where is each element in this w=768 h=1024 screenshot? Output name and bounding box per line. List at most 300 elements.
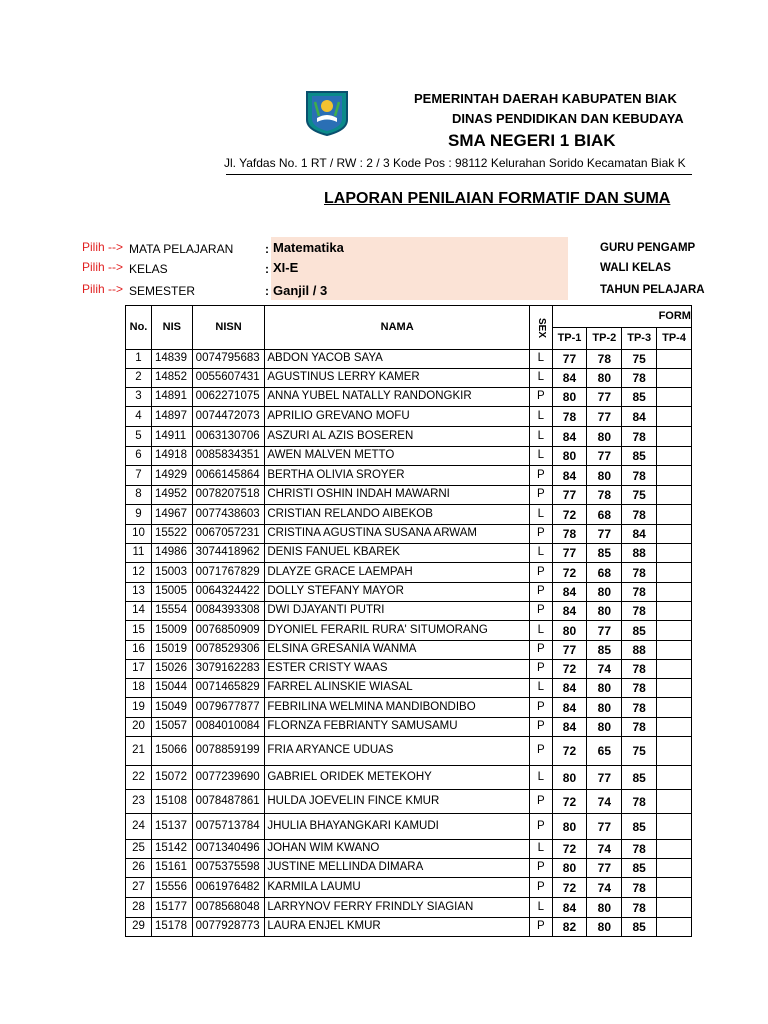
cell-nama[interactable]: FARREL ALINSKIE WIASAL [265,679,530,698]
cell-no[interactable]: 23 [126,790,152,814]
cell-nis[interactable]: 15026 [151,660,192,679]
cell-tp1[interactable]: 72 [552,737,587,766]
cell-nis[interactable]: 14891 [151,388,192,407]
cell-nisn[interactable]: 0061976482 [192,878,265,898]
cell-no[interactable]: 14 [126,602,152,621]
table-row [126,427,692,447]
cell-no[interactable]: 20 [126,718,152,737]
cell-tp2[interactable]: 78 [587,486,622,505]
cell-sex[interactable]: P [530,466,553,486]
cell-sex[interactable]: L [530,840,553,859]
cell-nis[interactable]: 15556 [151,878,192,898]
cell-tp1[interactable]: 84 [552,718,587,737]
field-subject-colon: : [265,242,269,256]
cell-tp1[interactable]: 84 [552,898,587,918]
cell-tp4[interactable] [657,698,692,718]
cell-nisn[interactable]: 0077239690 [192,766,265,790]
cell-nis[interactable]: 15161 [151,859,192,878]
cell-tp2[interactable]: 74 [587,878,622,898]
cell-sex[interactable]: P [530,918,553,937]
cell-tp3[interactable]: 78 [622,790,657,814]
cell-nis[interactable]: 15009 [151,621,192,641]
cell-no[interactable]: 29 [126,918,152,937]
cell-tp3[interactable]: 84 [622,525,657,544]
cell-tp3[interactable]: 78 [622,427,657,447]
cell-tp4[interactable] [657,766,692,790]
field-class-select[interactable]: XI-E [273,260,299,275]
cell-tp4[interactable] [657,563,692,583]
cell-nama[interactable]: KARMILA LAUMU [265,878,530,898]
cell-nisn[interactable]: 0071340496 [192,840,265,859]
cell-sex[interactable]: L [530,544,553,563]
cell-nis[interactable]: 14986 [151,544,192,563]
cell-tp3[interactable]: 78 [622,602,657,621]
cell-tp3[interactable]: 78 [622,878,657,898]
cell-tp3[interactable]: 78 [622,718,657,737]
cell-nis[interactable]: 15066 [151,737,192,766]
cell-sex[interactable]: L [530,369,553,388]
cell-nis[interactable]: 15178 [151,918,192,937]
cell-sex[interactable]: P [530,525,553,544]
cell-tp1[interactable]: 77 [552,641,587,660]
cell-tp3[interactable]: 85 [622,388,657,407]
table-body [126,350,692,937]
cell-tp2[interactable]: 74 [587,660,622,679]
cell-tp4[interactable] [657,505,692,525]
cell-tp3[interactable]: 88 [622,641,657,660]
cell-tp4[interactable] [657,466,692,486]
cell-tp3[interactable]: 78 [622,369,657,388]
cell-nisn[interactable]: 0064324422 [192,583,265,602]
cell-tp1[interactable]: 72 [552,563,587,583]
cell-tp2[interactable]: 80 [587,466,622,486]
cell-tp4[interactable] [657,407,692,427]
cell-no[interactable]: 16 [126,641,152,660]
cell-sex[interactable]: P [530,718,553,737]
cell-no[interactable]: 18 [126,679,152,698]
cell-tp2[interactable]: 77 [587,766,622,790]
cell-tp4[interactable] [657,840,692,859]
cell-nisn[interactable]: 0074472073 [192,407,265,427]
cell-tp2[interactable]: 68 [587,563,622,583]
cell-sex[interactable]: P [530,698,553,718]
cell-sex[interactable]: P [530,814,553,840]
cell-nis[interactable]: 15044 [151,679,192,698]
cell-tp1[interactable]: 72 [552,660,587,679]
cell-sex[interactable]: L [530,427,553,447]
label-homeroom: WALI KELAS [600,262,671,274]
cell-tp2[interactable]: 80 [587,583,622,602]
cell-sex[interactable]: L [530,407,553,427]
cell-sex[interactable]: P [530,737,553,766]
cell-nis[interactable]: 14897 [151,407,192,427]
cell-nama[interactable]: LAURA ENJEL KMUR [265,918,530,937]
cell-tp1[interactable]: 80 [552,859,587,878]
cell-nisn[interactable]: 0074795683 [192,350,265,369]
cell-tp1[interactable]: 84 [552,698,587,718]
cell-sex[interactable]: P [530,641,553,660]
cell-nama[interactable]: CHRISTI OSHIN INDAH MAWARNI [265,486,530,505]
cell-tp4[interactable] [657,718,692,737]
table-row [126,602,692,621]
cell-nama[interactable]: DYONIEL FERARIL RURA' SITUMORANG [265,621,530,641]
cell-sex[interactable]: P [530,878,553,898]
cell-tp2[interactable]: 65 [587,737,622,766]
cell-tp4[interactable] [657,814,692,840]
cell-tp2[interactable]: 74 [587,840,622,859]
cell-nisn[interactable]: 0055607431 [192,369,265,388]
cell-tp2[interactable]: 85 [587,641,622,660]
cell-tp4[interactable] [657,583,692,602]
cell-nis[interactable]: 15003 [151,563,192,583]
cell-tp4[interactable] [657,679,692,698]
cell-tp4[interactable] [657,602,692,621]
label-teacher: GURU PENGAMP [600,242,696,254]
cell-nama[interactable]: BERTHA OLIVIA SROYER [265,466,530,486]
cell-tp4[interactable] [657,660,692,679]
grades-table [125,305,692,937]
cell-tp2[interactable]: 74 [587,790,622,814]
cell-nama[interactable]: DOLLY STEFANY MAYOR [265,583,530,602]
cell-tp1[interactable]: 78 [552,407,587,427]
cell-nisn[interactable]: 0066145864 [192,466,265,486]
cell-tp3[interactable]: 75 [622,350,657,369]
cell-no[interactable]: 21 [126,737,152,766]
cell-nis[interactable]: 15522 [151,525,192,544]
cell-nama[interactable]: ASZURI AL AZIS BOSEREN [265,427,530,447]
cell-tp1[interactable]: 77 [552,544,587,563]
report-title: LAPORAN PENILAIAN FORMATIF DAN SUMA [324,190,671,207]
cell-tp3[interactable]: 78 [622,840,657,859]
cell-tp1[interactable]: 84 [552,466,587,486]
cell-nama[interactable]: ESTER CRISTY WAAS [265,660,530,679]
cell-tp1[interactable]: 77 [552,350,587,369]
cell-tp4[interactable] [657,350,692,369]
cell-no[interactable]: 22 [126,766,152,790]
cell-tp1[interactable]: 80 [552,766,587,790]
cell-tp4[interactable] [657,918,692,937]
cell-tp2[interactable]: 80 [587,602,622,621]
cell-nis[interactable]: 14852 [151,369,192,388]
cell-tp3[interactable]: 85 [622,447,657,466]
cell-no[interactable]: 7 [126,466,152,486]
cell-tp2[interactable]: 85 [587,544,622,563]
cell-nisn[interactable]: 0084010084 [192,718,265,737]
table-row [126,790,692,814]
cell-tp2[interactable]: 77 [587,814,622,840]
cell-sex[interactable]: L [530,898,553,918]
cell-nisn[interactable]: 0078859199 [192,737,265,766]
cell-tp4[interactable] [657,621,692,641]
cell-no[interactable]: 27 [126,878,152,898]
cell-nama[interactable]: JOHAN WIM KWANO [265,840,530,859]
table-row [126,388,692,407]
cell-nisn[interactable]: 0078207518 [192,486,265,505]
cell-no[interactable]: 25 [126,840,152,859]
cell-tp2[interactable]: 80 [587,679,622,698]
cell-tp1[interactable]: 72 [552,878,587,898]
cell-tp1[interactable]: 77 [552,486,587,505]
cell-no[interactable]: 3 [126,388,152,407]
cell-tp1[interactable]: 80 [552,621,587,641]
cell-tp4[interactable] [657,737,692,766]
col-header-tp3: TP-3 [622,328,657,350]
cell-no[interactable]: 13 [126,583,152,602]
cell-nama[interactable]: DWI DJAYANTI PUTRI [265,602,530,621]
field-subject-label: MATA PELAJARAN [129,242,234,256]
table-row [126,505,692,525]
cell-nisn[interactable]: 0067057231 [192,525,265,544]
cell-nisn[interactable]: 0078529306 [192,641,265,660]
cell-nis[interactable]: 14839 [151,350,192,369]
cell-sex[interactable]: L [530,505,553,525]
cell-no[interactable]: 6 [126,447,152,466]
cell-tp1[interactable]: 84 [552,679,587,698]
cell-no[interactable]: 4 [126,407,152,427]
cell-sex[interactable]: P [530,486,553,505]
cell-tp2[interactable]: 77 [587,407,622,427]
cell-nama[interactable]: AWEN MALVEN METTO [265,447,530,466]
cell-no[interactable]: 19 [126,698,152,718]
cell-nisn[interactable]: 0085834351 [192,447,265,466]
cell-nisn[interactable]: 0075375598 [192,859,265,878]
cell-sex[interactable]: P [530,583,553,602]
cell-tp3[interactable]: 78 [622,660,657,679]
cell-tp3[interactable]: 85 [622,766,657,790]
cell-nama[interactable]: CRISTIAN RELANDO AIBEKOB [265,505,530,525]
cell-nama[interactable]: GABRIEL ORIDEK METEKOHY [265,766,530,790]
cell-tp1[interactable]: 80 [552,814,587,840]
col-header-tp4: TP-4 [657,328,692,350]
cell-nis[interactable]: 15072 [151,766,192,790]
cell-tp1[interactable]: 82 [552,918,587,937]
cell-tp2[interactable]: 80 [587,918,622,937]
cell-nama[interactable]: JUSTINE MELLINDA DIMARA [265,859,530,878]
header-school-name: SMA NEGERI 1 BIAK [448,131,616,150]
cell-tp1[interactable]: 80 [552,388,587,407]
cell-nisn[interactable]: 0071465829 [192,679,265,698]
cell-nisn[interactable]: 3074418962 [192,544,265,563]
field-subject-select[interactable]: Matematika [273,240,344,255]
cell-tp4[interactable] [657,790,692,814]
cell-no[interactable]: 11 [126,544,152,563]
cell-nisn[interactable]: 0062271075 [192,388,265,407]
cell-tp4[interactable] [657,878,692,898]
cell-tp4[interactable] [657,388,692,407]
cell-tp3[interactable]: 85 [622,621,657,641]
cell-tp3[interactable]: 78 [622,679,657,698]
cell-no[interactable]: 15 [126,621,152,641]
cell-nisn[interactable]: 0084393308 [192,602,265,621]
table-row [126,544,692,563]
cell-nis[interactable]: 15137 [151,814,192,840]
cell-tp3[interactable]: 78 [622,505,657,525]
col-header-nama: NAMA [265,306,530,350]
cell-tp2[interactable]: 77 [587,859,622,878]
cell-tp2[interactable]: 77 [587,525,622,544]
cell-tp2[interactable]: 80 [587,898,622,918]
cell-nama[interactable]: ANNA YUBEL NATALLY RANDONGKIR [265,388,530,407]
header-address: Jl. Yafdas No. 1 RT / RW : 2 / 3 Kode Pos : 98112 Kelurahan Sorido Kecamatan Biak K [224,156,686,170]
cell-tp3[interactable]: 85 [622,814,657,840]
cell-nisn[interactable]: 0071767829 [192,563,265,583]
cell-tp3[interactable]: 75 [622,486,657,505]
field-semester-select[interactable]: Ganjil / 3 [273,283,328,298]
cell-tp1[interactable]: 84 [552,583,587,602]
cell-no[interactable]: 24 [126,814,152,840]
cell-nis[interactable]: 15019 [151,641,192,660]
cell-nisn[interactable]: 0079677877 [192,698,265,718]
cell-tp2[interactable]: 77 [587,621,622,641]
cell-tp3[interactable]: 85 [622,918,657,937]
cell-nisn[interactable]: 0078568048 [192,898,265,918]
cell-no[interactable]: 10 [126,525,152,544]
cell-no[interactable]: 28 [126,898,152,918]
cell-nisn[interactable]: 0077928773 [192,918,265,937]
cell-tp4[interactable] [657,427,692,447]
cell-tp2[interactable]: 68 [587,505,622,525]
cell-nisn[interactable]: 0078487861 [192,790,265,814]
label-school-year: TAHUN PELAJARA [600,284,705,296]
cell-tp4[interactable] [657,369,692,388]
cell-tp3[interactable]: 78 [622,583,657,602]
cell-nama[interactable]: CRISTINA AGUSTINA SUSANA ARWAM [265,525,530,544]
field-subject-hint: Pilih --> [82,240,124,254]
cell-sex[interactable]: P [530,563,553,583]
cell-no[interactable]: 2 [126,369,152,388]
cell-tp3[interactable]: 84 [622,407,657,427]
cell-tp3[interactable]: 75 [622,737,657,766]
cell-tp2[interactable]: 78 [587,350,622,369]
cell-tp1[interactable]: 84 [552,602,587,621]
field-semester-hint: Pilih --> [82,282,124,296]
cell-nisn[interactable]: 0075713784 [192,814,265,840]
cell-sex[interactable]: P [530,602,553,621]
cell-tp4[interactable] [657,525,692,544]
cell-nis[interactable]: 15057 [151,718,192,737]
cell-tp2[interactable]: 80 [587,427,622,447]
cell-nis[interactable]: 14918 [151,447,192,466]
cell-nama[interactable]: HULDA JOEVELIN FINCE KMUR [265,790,530,814]
table-row [126,525,692,544]
table-row [126,840,692,859]
cell-tp3[interactable]: 78 [622,698,657,718]
cell-tp3[interactable]: 85 [622,859,657,878]
cell-tp4[interactable] [657,898,692,918]
cell-tp1[interactable]: 78 [552,525,587,544]
cell-nisn[interactable]: 0063130706 [192,427,265,447]
cell-nama[interactable]: JHULIA BHAYANGKARI KAMUDI [265,814,530,840]
cell-sex[interactable]: P [530,388,553,407]
cell-sex[interactable]: L [530,447,553,466]
cell-nis[interactable]: 15177 [151,898,192,918]
cell-nama[interactable]: DENIS FANUEL KBAREK [265,544,530,563]
cell-tp2[interactable]: 80 [587,718,622,737]
cell-nis[interactable]: 14929 [151,466,192,486]
cell-tp1[interactable]: 72 [552,505,587,525]
cell-tp3[interactable]: 78 [622,563,657,583]
cell-tp4[interactable] [657,447,692,466]
cell-nis[interactable]: 14967 [151,505,192,525]
cell-tp4[interactable] [657,641,692,660]
table-row [126,766,692,790]
cell-tp1[interactable]: 84 [552,427,587,447]
cell-nis[interactable]: 15005 [151,583,192,602]
table-row [126,679,692,698]
cell-tp1[interactable]: 80 [552,447,587,466]
cell-nis[interactable]: 15049 [151,698,192,718]
header-department: DINAS PENDIDIKAN DAN KEBUDAYA [452,111,684,126]
cell-no[interactable]: 26 [126,859,152,878]
cell-tp2[interactable]: 77 [587,447,622,466]
table-row [126,563,692,583]
cell-nama[interactable]: LARRYNOV FERRY FRINDLY SIAGIAN [265,898,530,918]
cell-tp4[interactable] [657,859,692,878]
table-row [126,814,692,840]
cell-tp3[interactable]: 78 [622,466,657,486]
cell-no[interactable]: 12 [126,563,152,583]
cell-sex[interactable]: P [530,660,553,679]
cell-sex[interactable]: L [530,679,553,698]
cell-tp2[interactable]: 80 [587,369,622,388]
cell-no[interactable]: 17 [126,660,152,679]
cell-tp1[interactable]: 84 [552,369,587,388]
cell-no[interactable]: 8 [126,486,152,505]
cell-tp3[interactable]: 88 [622,544,657,563]
cell-nama[interactable]: ABDON YACOB SAYA [265,350,530,369]
cell-sex[interactable]: L [530,350,553,369]
cell-nama[interactable]: FRIA ARYANCE UDUAS [265,737,530,766]
col-header-sex: SEX [530,306,553,350]
cell-nisn[interactable]: 0077438603 [192,505,265,525]
cell-tp3[interactable]: 78 [622,898,657,918]
cell-nis[interactable]: 15108 [151,790,192,814]
cell-nama[interactable]: DLAYZE GRACE LAEMPAH [265,563,530,583]
cell-nisn[interactable]: 0076850909 [192,621,265,641]
cell-no[interactable]: 9 [126,505,152,525]
cell-tp2[interactable]: 80 [587,698,622,718]
cell-sex[interactable]: P [530,790,553,814]
cell-nama[interactable]: FLORNZA FEBRIANTY SAMUSAMU [265,718,530,737]
table-row [126,486,692,505]
table-row [126,718,692,737]
cell-sex[interactable]: P [530,859,553,878]
cell-nis[interactable]: 14952 [151,486,192,505]
cell-tp4[interactable] [657,544,692,563]
cell-tp2[interactable]: 77 [587,388,622,407]
table-row [126,737,692,766]
cell-no[interactable]: 5 [126,427,152,447]
table-row [126,898,692,918]
cell-no[interactable]: 1 [126,350,152,369]
cell-nis[interactable]: 15142 [151,840,192,859]
cell-nama[interactable]: FEBRILINA WELMINA MANDIBONDIBO [265,698,530,718]
cell-tp1[interactable]: 72 [552,790,587,814]
col-header-formatif: FORM [552,306,691,328]
cell-nama[interactable]: ELSINA GRESANIA WANMA [265,641,530,660]
cell-nama[interactable]: AGUSTINUS LERRY KAMER [265,369,530,388]
cell-tp1[interactable]: 72 [552,840,587,859]
cell-sex[interactable]: L [530,621,553,641]
cell-nis[interactable]: 14911 [151,427,192,447]
cell-sex[interactable]: L [530,766,553,790]
cell-nisn[interactable]: 3079162283 [192,660,265,679]
col-header-tp2: TP-2 [587,328,622,350]
cell-nis[interactable]: 15554 [151,602,192,621]
cell-tp4[interactable] [657,486,692,505]
cell-nama[interactable]: APRILIO GREVANO MOFU [265,407,530,427]
table-row [126,918,692,937]
